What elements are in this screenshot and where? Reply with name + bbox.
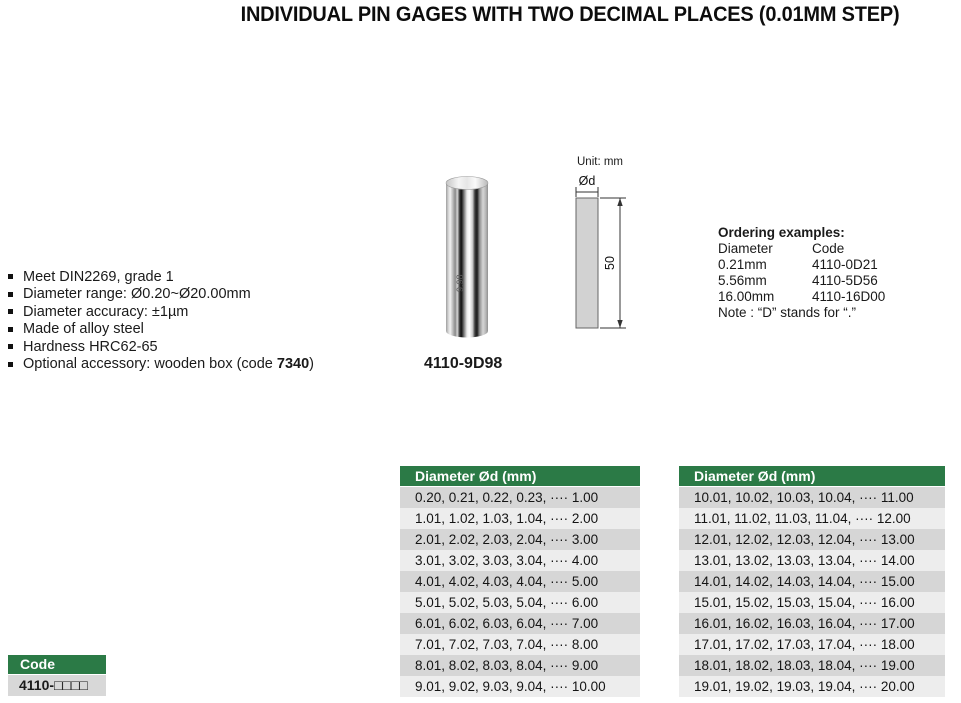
table-body xyxy=(679,487,945,697)
pin-outline-rect xyxy=(576,198,598,328)
ordering-example-row xyxy=(718,289,948,305)
ordering-heading: Ordering examples: xyxy=(718,225,845,240)
table-row: 19.01, 19.02, 19.03, 19.04, ···· 20.00 xyxy=(679,676,945,697)
feature-item xyxy=(8,286,314,304)
feature-list xyxy=(8,268,314,373)
ordering-example-row xyxy=(718,273,948,289)
pin-model-label: 4110-9D98 xyxy=(424,355,503,372)
pin-cylinder-image xyxy=(444,172,490,344)
code-box-header: Code xyxy=(8,655,106,675)
table-header: Diameter Ød (mm) xyxy=(679,466,945,487)
ordering-example-row xyxy=(718,257,948,273)
ordering-note: Note : “D” stands for “.” xyxy=(718,305,857,320)
bullet-square-icon xyxy=(8,309,13,314)
feature-text: Diameter accuracy: ±1µm xyxy=(23,303,189,320)
bullet-square-icon xyxy=(8,362,13,367)
table-row: 4.01, 4.02, 4.03, 4.04, ···· 5.00 xyxy=(400,571,640,592)
table-row: 12.01, 12.02, 12.03, 12.04, ···· 13.00 xyxy=(679,529,945,550)
table-row: 13.01, 13.02, 13.03, 13.04, ···· 14.00 xyxy=(679,550,945,571)
table-row: 18.01, 18.02, 18.03, 18.04, ···· 19.00 xyxy=(679,655,945,676)
table-row: 3.01, 3.02, 3.03, 3.04, ···· 4.00 xyxy=(400,550,640,571)
pin-gage-photo xyxy=(444,172,490,344)
feature-item-optional-accessory xyxy=(8,356,314,374)
table-row: 7.01, 7.02, 7.03, 7.04, ···· 8.00 xyxy=(400,634,640,655)
table-row: 1.01, 1.02, 1.03, 1.04, ···· 2.00 xyxy=(400,508,640,529)
example-diameter: 16.00mm xyxy=(718,289,775,304)
feature-text: Made of alloy steel xyxy=(23,321,144,338)
table-row: 16.01, 16.02, 16.03, 16.04, ···· 17.00 xyxy=(679,613,945,634)
table-row: 15.01, 15.02, 15.03, 15.04, ···· 16.00 xyxy=(679,592,945,613)
table-row: 17.01, 17.02, 17.03, 17.04, ···· 18.00 xyxy=(679,634,945,655)
diameter-table-1 xyxy=(400,466,640,697)
table-row: 6.01, 6.02, 6.03, 6.04, ···· 7.00 xyxy=(400,613,640,634)
table-header: Diameter Ød (mm) xyxy=(400,466,640,487)
diameter-table-2 xyxy=(679,466,945,697)
page-title: INDIVIDUAL PIN GAGES WITH TWO DECIMAL PLACES (0.01MM STEP) xyxy=(240,3,900,26)
bullet-square-icon xyxy=(8,274,13,279)
feature-item xyxy=(8,321,314,339)
accessory-code: 7340 xyxy=(276,356,310,373)
example-diameter: 0.21mm xyxy=(718,257,767,272)
diameter-dim-label: Ød xyxy=(578,174,596,188)
example-code: 4110-16D00 xyxy=(812,289,886,304)
table-row: 10.01, 10.02, 10.03, 10.04, ···· 11.00 xyxy=(679,487,945,508)
pin-engraving: 9.98 xyxy=(455,274,465,292)
table-row: 9.01, 9.02, 9.03, 9.04, ···· 10.00 xyxy=(400,676,640,697)
example-code: 4110-0D21 xyxy=(812,257,878,272)
ordering-examples xyxy=(718,225,948,321)
example-code: 4110-5D56 xyxy=(812,273,878,288)
bullet-square-icon xyxy=(8,327,13,332)
table-row: 14.01, 14.02, 14.03, 14.04, ···· 15.00 xyxy=(679,571,945,592)
feature-item xyxy=(8,338,314,356)
bullet-square-icon xyxy=(8,344,13,349)
unit-label: Unit: mm xyxy=(577,156,623,168)
feature-text: Diameter range: Ø0.20~Ø20.00mm xyxy=(23,286,251,303)
feature-item xyxy=(8,268,314,286)
drawing-canvas xyxy=(556,172,666,342)
table-row: 8.01, 8.02, 8.03, 8.04, ···· 9.00 xyxy=(400,655,640,676)
table-row: 11.01, 11.02, 11.03, 11.04, ···· 12.00 xyxy=(679,508,945,529)
code-box-value: 4110-□□□□ xyxy=(8,675,106,696)
feature-text: Hardness HRC62-65 xyxy=(23,338,158,355)
table-row: 2.01, 2.02, 2.03, 2.04, ···· 3.00 xyxy=(400,529,640,550)
dimension-drawing xyxy=(556,156,666,346)
table-row: 5.01, 5.02, 5.03, 5.04, ···· 6.00 xyxy=(400,592,640,613)
ordering-col-diameter: Diameter xyxy=(718,241,773,256)
ordering-col-code: Code xyxy=(812,241,845,256)
ordering-column-headers xyxy=(718,241,948,257)
feature-text: Optional accessory: wooden box (code 7340) xyxy=(23,356,315,373)
example-diameter: 5.56mm xyxy=(718,273,767,288)
feature-text: Meet DIN2269, grade 1 xyxy=(23,268,174,285)
bullet-square-icon xyxy=(8,292,13,297)
code-box xyxy=(8,655,106,696)
length-dim-label: 50 xyxy=(603,256,617,270)
feature-item xyxy=(8,303,314,321)
table-body xyxy=(400,487,640,697)
table-row: 0.20, 0.21, 0.22, 0.23, ···· 1.00 xyxy=(400,487,640,508)
